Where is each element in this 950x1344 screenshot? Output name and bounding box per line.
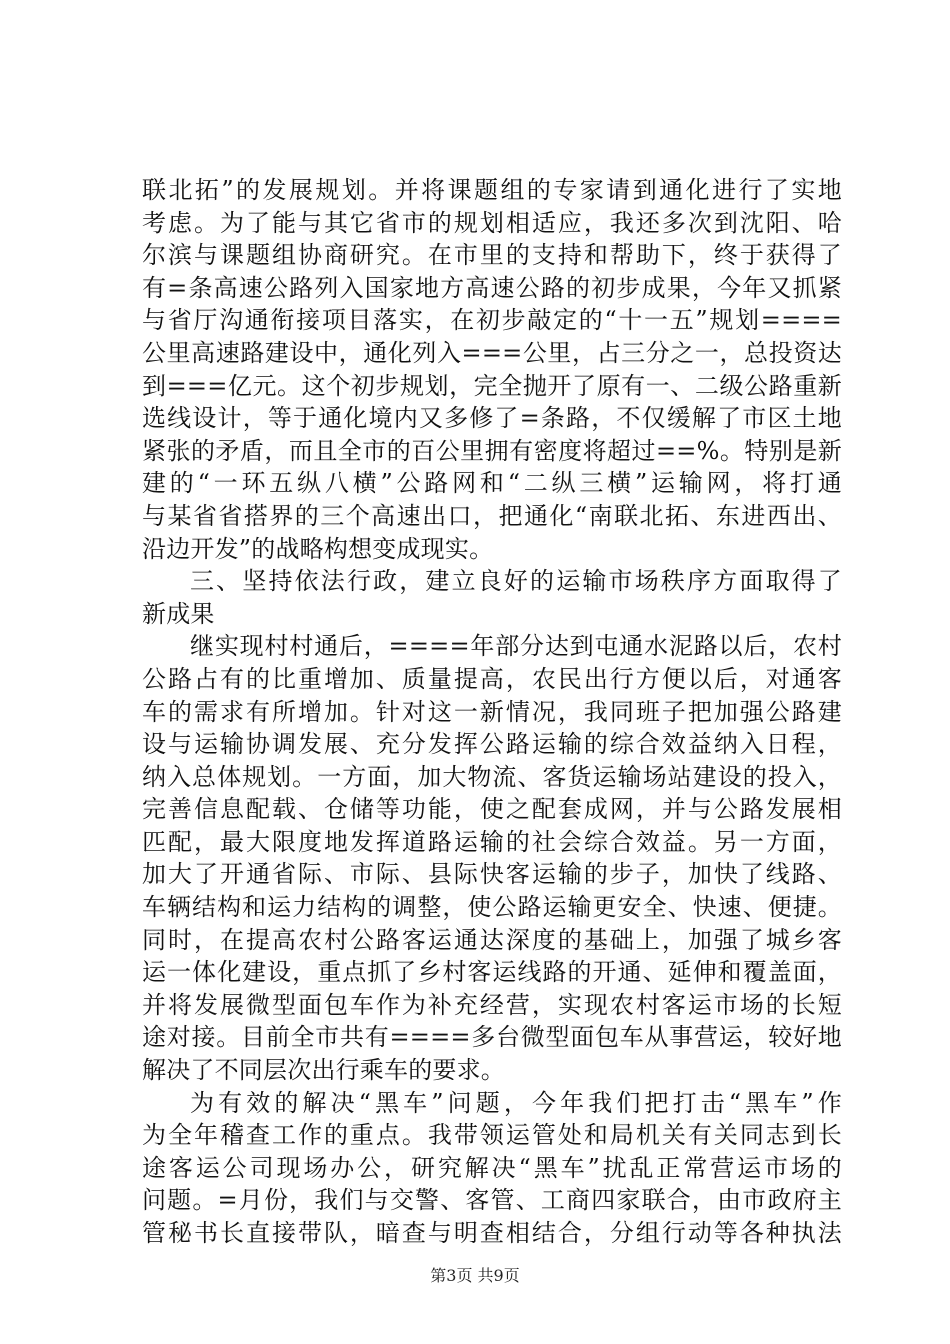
text-line: 三、坚持依法行政，建立良好的运输市场秩序方面取得了	[190, 567, 842, 596]
text-line: 与某省省搭界的三个高速出口，把通化“南联北拓、东进西出、	[142, 501, 842, 530]
text-line: 联北拓”的发展规划。并将课题组的专家请到通化进行了实地	[142, 176, 842, 204]
text-line: 为全年稽查工作的重点。我带领运管处和局机关有关同志到长	[142, 1121, 842, 1150]
text-line: 为有效的解决“黑车”问题，今年我们把打击“黑车”作	[190, 1088, 842, 1117]
text-line: 与省厅沟通衔接项目落实，在初步敲定的“十一五”规划====	[142, 306, 842, 335]
text-line: 管秘书长直接带队，暗查与明查相结合，分组行动等各种执法	[142, 1219, 842, 1247]
text-line: 公路占有的比重增加、质量提高，农民出行方便以后，对通客	[142, 664, 842, 693]
text-line: 加大了开通省际、市际、县际快客运输的步子，加快了线路、	[142, 860, 842, 889]
text-line: 紧张的矛盾，而且全市的百公里拥有密度将超过==%。特别是新	[142, 436, 842, 465]
text-line: 车辆结构和运力结构的调整，使公路运输更安全、快速、便捷。	[142, 893, 842, 922]
text-line: 公里高速路建设中，通化列入===公里，占三分之一，总投资达	[142, 338, 842, 367]
text-line: 解决了不同层次出行乘车的要求。	[142, 1056, 505, 1085]
document-body	[142, 174, 842, 1250]
text-line: 完善信息配载、仓储等功能，使之配套成网，并与公路发展相	[142, 795, 842, 824]
text-line: 运一体化建设，重点抓了乡村客运线路的开通、延伸和覆盖面，	[142, 958, 842, 987]
text-line: 设与运输协调发展、充分发挥公路运输的综合效益纳入日程，	[142, 730, 842, 759]
page-footer: 第3页 共9页	[430, 1266, 520, 1285]
text-line: 途客运公司现场办公，研究解决“黑车”扰乱正常营运市场的	[142, 1153, 842, 1182]
text-line: 同时，在提高农村公路客运通达深度的基础上，加强了城乡客	[142, 925, 842, 954]
text-line: 匹配，最大限度地发挥道路运输的社会综合效益。另一方面，	[142, 827, 842, 856]
text-line: 继实现村村通后，====年部分达到屯通水泥路以后，农村	[190, 632, 842, 661]
text-line: 并将发展微型面包车作为补充经营，实现农村客运市场的长短	[142, 990, 842, 1019]
text-line: 有=条高速公路列入国家地方高速公路的初步成果，今年又抓紧	[142, 273, 842, 302]
text-line: 建的“一环五纵八横”公路网和“二纵三横”运输网，将打通	[142, 469, 842, 498]
text-line: 尔滨与课题组协商研究。在市里的支持和帮助下，终于获得了	[142, 241, 842, 270]
text-line: 问题。=月份，我们与交警、客管、工商四家联合，由市政府主	[142, 1186, 842, 1215]
text-line: 新成果	[142, 599, 215, 628]
text-line: 到===亿元。这个初步规划，完全抛开了原有一、二级公路重新	[142, 371, 842, 400]
text-line: 纳入总体规划。一方面，加大物流、客货运输场站建设的投入，	[142, 762, 842, 791]
text-line: 途对接。目前全市共有====多台微型面包车从事营运，较好地	[142, 1023, 842, 1052]
text-line: 车的需求有所增加。针对这一新情况，我同班子把加强公路建	[142, 697, 842, 726]
text-line: 选线设计，等于通化境内又多修了=条路，不仅缓解了市区土地	[142, 404, 842, 433]
text-line: 考虑。为了能与其它省市的规划相适应，我还多次到沈阳、哈	[142, 208, 842, 237]
text-line: 沿边开发”的战略构想变成现实。	[142, 534, 494, 563]
